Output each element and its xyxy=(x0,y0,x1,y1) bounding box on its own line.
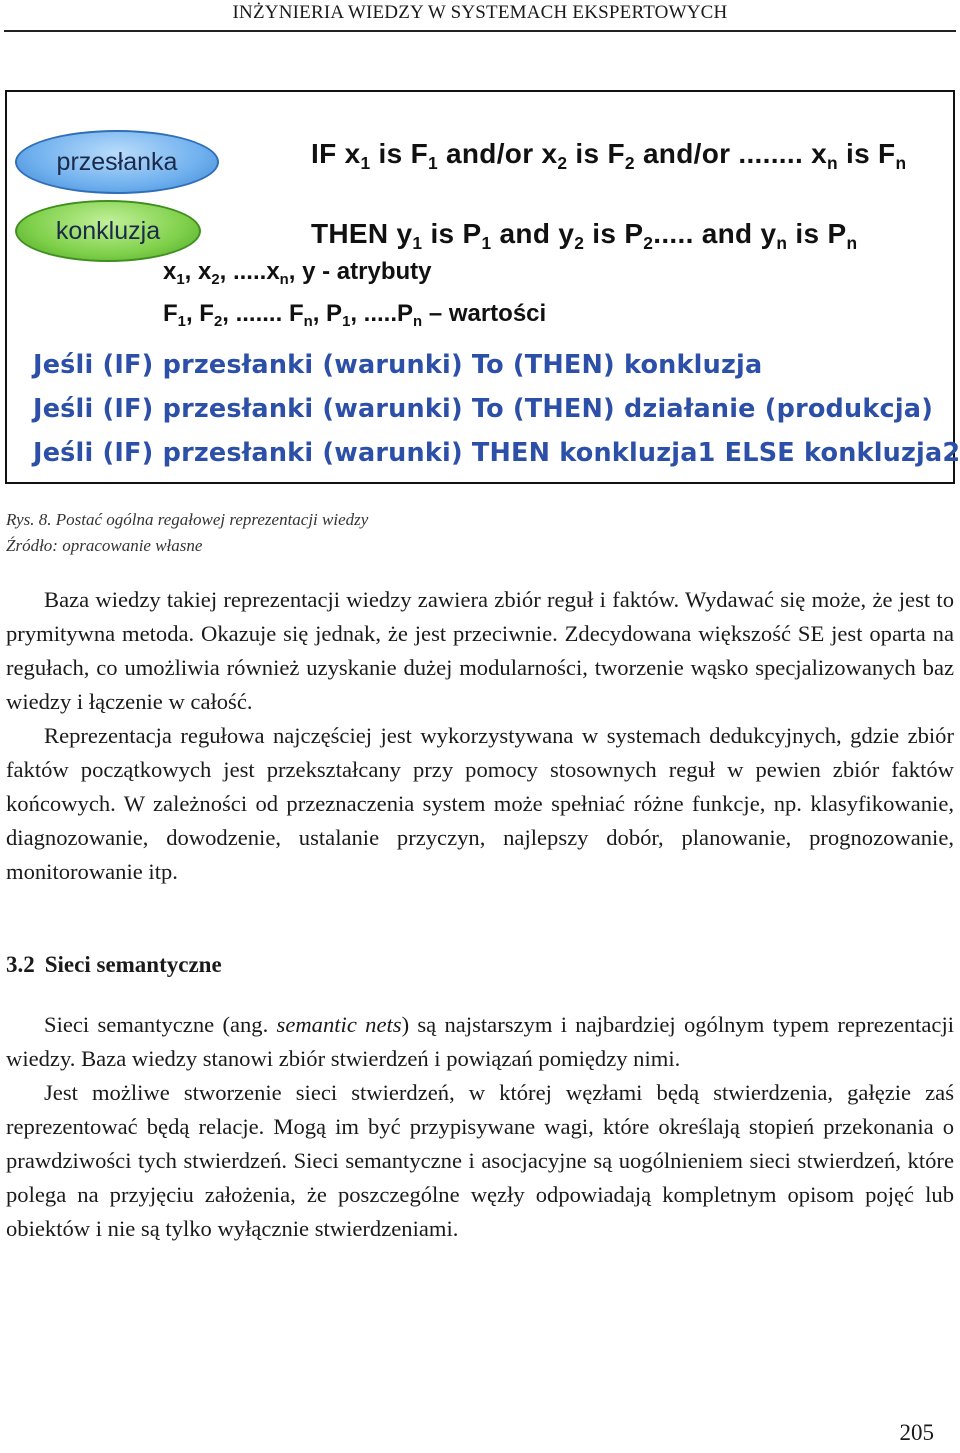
premise-label: przesłanka xyxy=(56,147,178,176)
figure-caption: Rys. 8. Postać ogólna regałowej reprezentacji wiedzy xyxy=(6,510,369,529)
body-text-block-2 xyxy=(6,1008,954,1246)
values-line: $F_1$, $F_2$, ....... $F_n$, $P_1$, $.....P_n$ – wartości xyxy=(163,300,547,331)
polish-rule-1: Jeśli (IF) przesłanki (warunki) To (THEN) konkluzja xyxy=(33,350,763,380)
section-heading xyxy=(6,952,222,978)
then-rule-line: THEN $y_1$ is $P_1$ and $y_2$ is $P_2$..... and $y_n$ is $P_n$ xyxy=(311,218,858,254)
section-number: 3.2 xyxy=(6,952,35,977)
body-text-block-1 xyxy=(6,583,954,889)
paragraph: Reprezentacja regułowa najczęściej jest wykorzystywana w systemach dedukcyjnych, gdzie zbiór faktów początkowych jest przekształcany przy pomocy stosownych reguł w pewien zbiór faktów końcowych. W zależności od przeznaczenia system może spełniać różne funkcje, np. klasyfikowanie, diagnozowanie, dowodzenie, ustalanie przyczyn, najlepszy dobór, planowanie, prognozowanie, monitorowanie itp. xyxy=(6,723,954,884)
figure-rule-representation xyxy=(5,90,960,484)
attributes-line: $x_1$, $x_2$, $.....x_n$, y - atrybuty xyxy=(163,258,432,289)
polish-rule-3: Jeśli (IF) przesłanki (warunki) THEN konkluzja1 ELSE konkluzja2 xyxy=(33,438,960,468)
if-rule-line: IF $x_1$ is $F_1$ and/or $x_2$ is $F_2$ and/or ........ $x_n$ is $F_n$ xyxy=(311,138,907,174)
page-number: 205 xyxy=(899,1420,934,1445)
paragraph: Baza wiedzy takiej reprezentacji wiedzy zawiera zbiór reguł i faktów. Wydawać się może, że jest to prymitywna metoda. Okazuje się jednak, że jest przeciwnie. Zdecydowana większość SE jest oparta na regułach, co umożliwia również uzyskanie dużej modularności, tworzenie wąsko specjalizowanych baz wiedzy i łączenie w całość. xyxy=(6,587,954,714)
section-title: Sieci semantyczne xyxy=(44,952,222,977)
conclusion-label: konkluzja xyxy=(55,216,161,245)
header-rule xyxy=(4,30,956,32)
paragraph: Jest możliwe stworzenie sieci stwierdzeń, w której węzłami będą stwierdzenia, gałęzie zaś reprezentować będą relacje. Mogą im być przypisywane wagi, które określają stopień przekonania o prawdziwości tych stwierdzeń. Sieci semantyczne i asocjacyjne są uogólnieniem sieci stwierdzeń, które polega na przyjęciu założenia, że poszczególne węzły odpowiadają kompletnym opisom pojęć lub obiektów i nie są tylko wyłącznie stwierdzeniami. xyxy=(6,1080,954,1241)
running-header: INŻYNIERIA WIEDZY W SYSTEMACH EKSPERTOWYCH xyxy=(232,2,728,23)
figure-source: Źródło: opracowanie własne xyxy=(6,536,203,555)
premise-ellipse xyxy=(15,130,219,194)
conclusion-ellipse xyxy=(15,200,201,262)
polish-rule-2: Jeśli (IF) przesłanki (warunki) To (THEN) działanie (produkcja) xyxy=(33,394,934,424)
paragraph: Sieci semantyczne (ang. semantic nets) są najstarszym i najbardziej ogólnym typem reprezentacji wiedzy. Baza wiedzy stanowi zbiór stwierdzeń i powiązań pomiędzy nimi. xyxy=(6,1012,955,1071)
